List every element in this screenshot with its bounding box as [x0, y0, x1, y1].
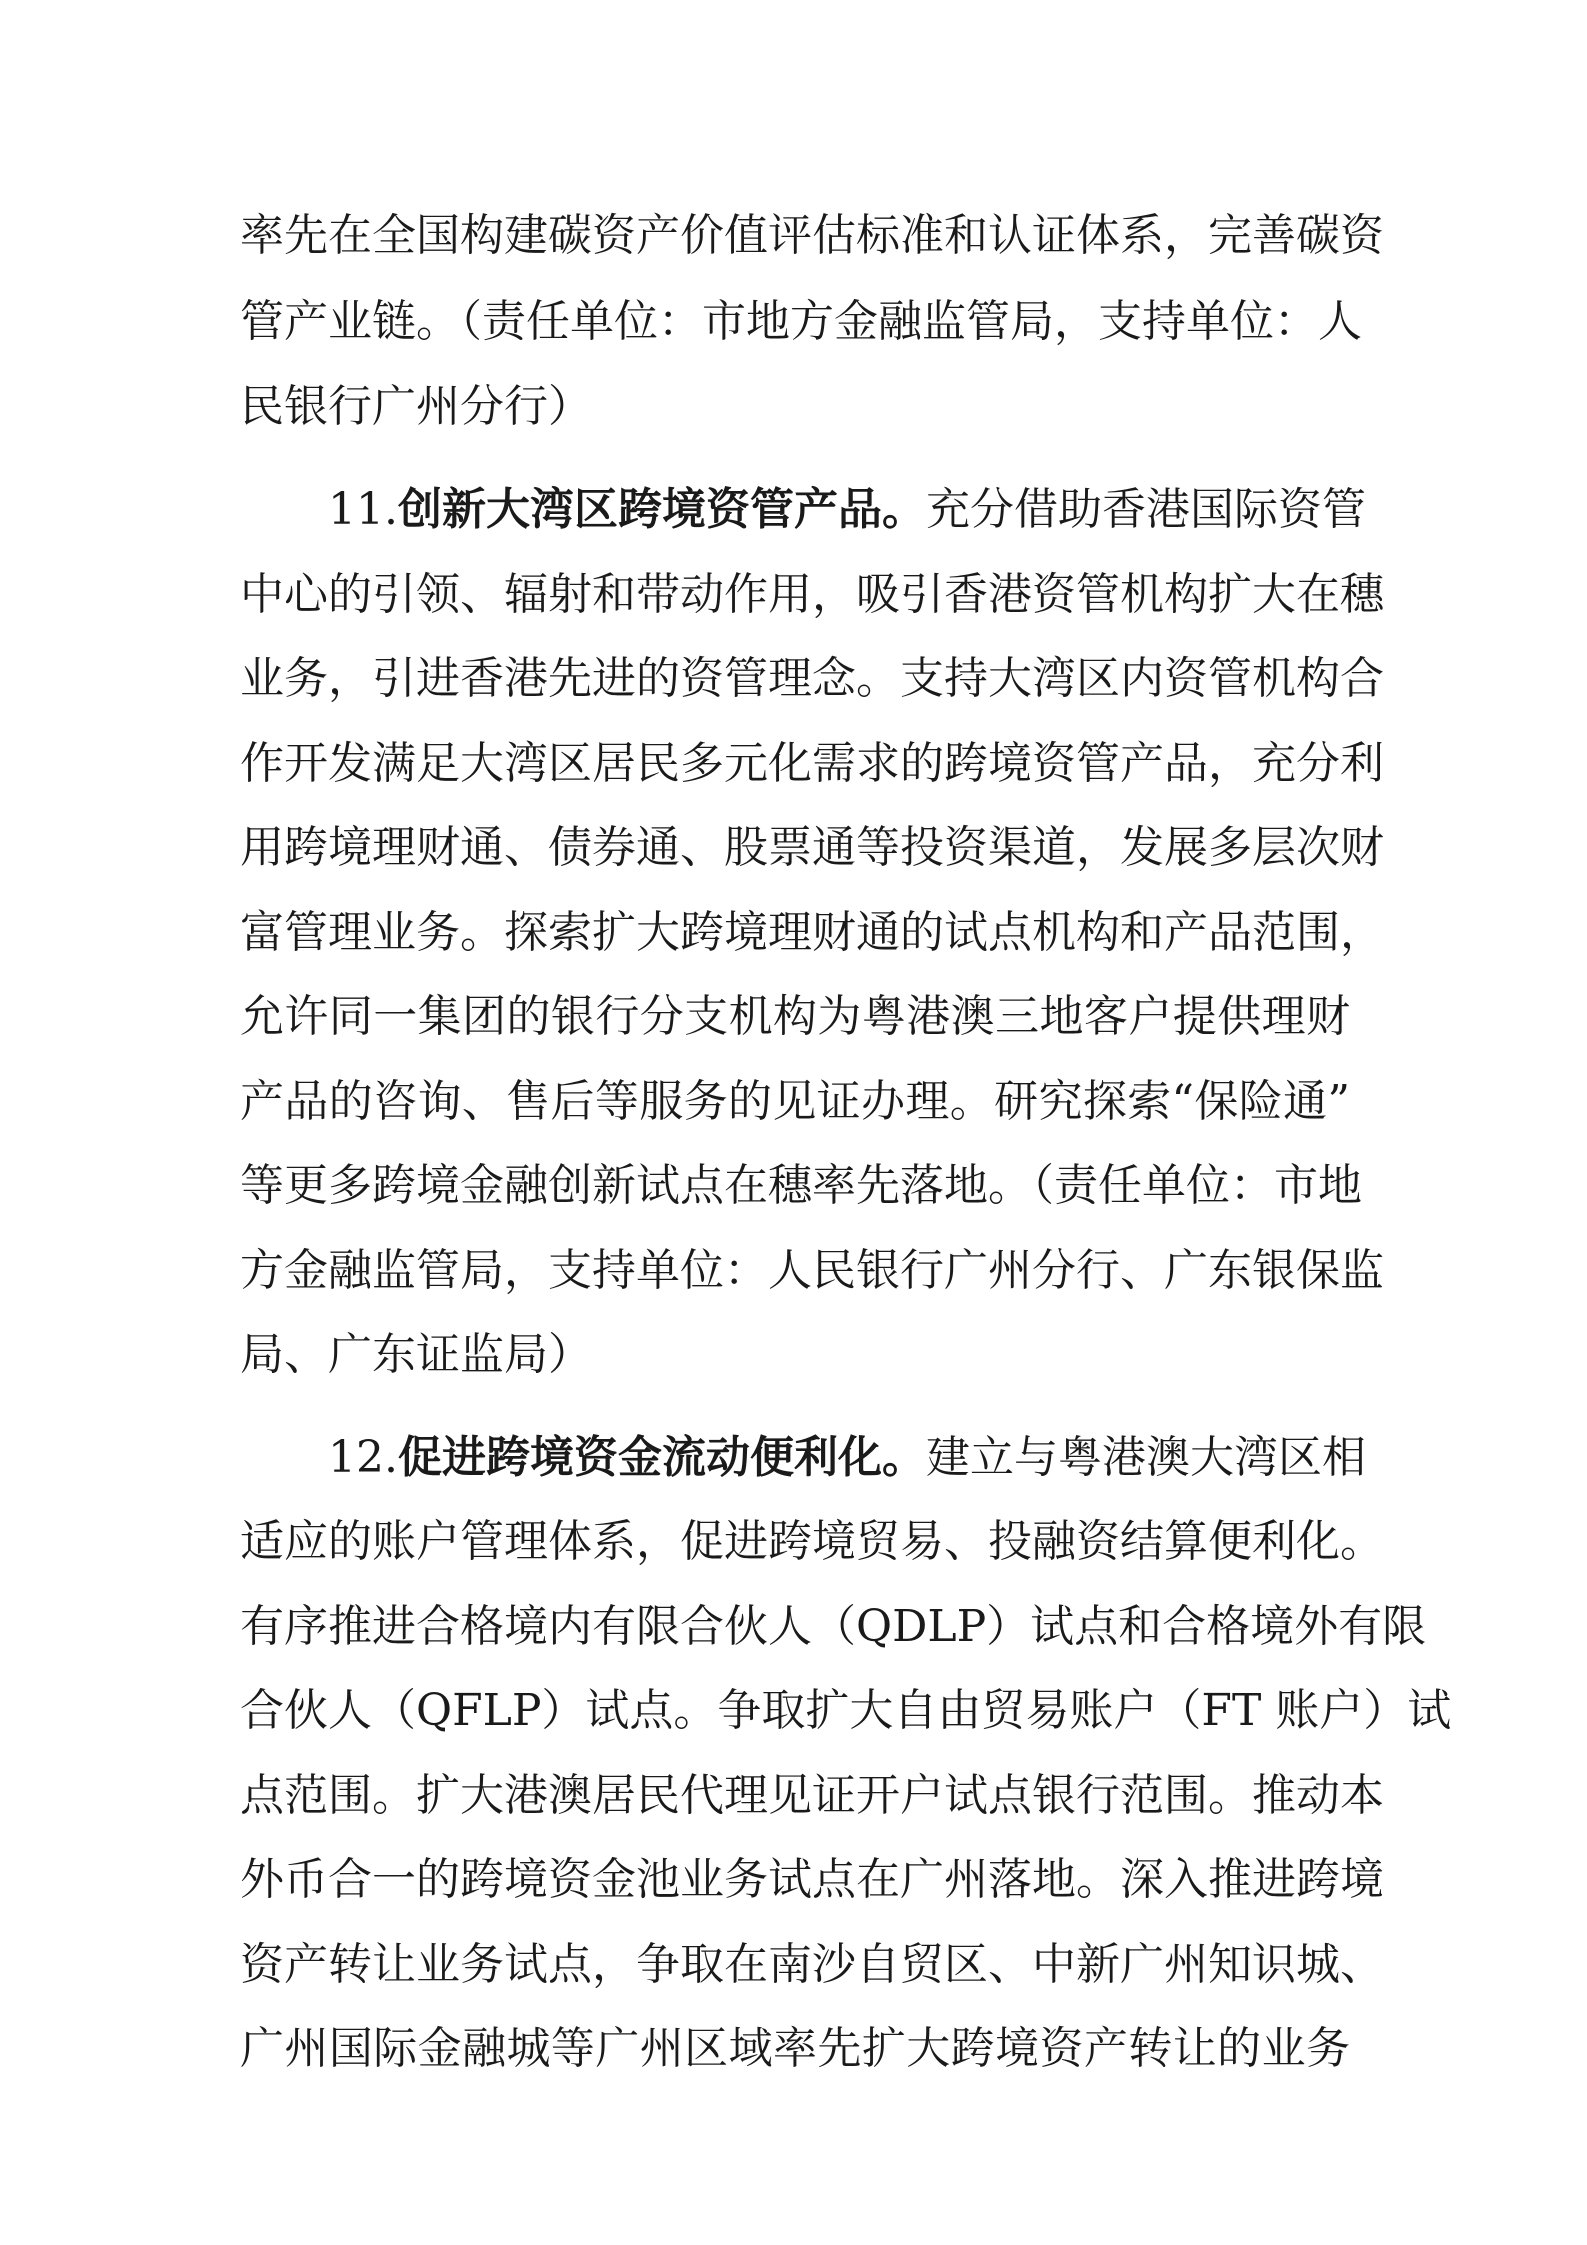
text-line: 业务，引进香港先进的资管理念。支持大湾区内资管机构合 [240, 653, 1384, 704]
item-12-heading-line [328, 1428, 1366, 1488]
text-line: 作开发满足大湾区居民多元化需求的跨境资管产品，充分利 [240, 738, 1384, 789]
text-line: 有序推进合格境内有限合伙人（QDLP）试点和合格境外有限 [240, 1601, 1427, 1652]
item-11-first-line-text: 充分借助香港国际资管 [925, 484, 1366, 535]
item-11-title: 创新大湾区跨境资管产品。 [397, 484, 926, 535]
item-12-title: 促进跨境资金流动便利化。 [397, 1432, 926, 1483]
text-line: 用跨境理财通、债券通、股票通等投资渠道，发展多层次财 [240, 822, 1384, 873]
text-line: 中心的引领、辐射和带动作用，吸引香港资管机构扩大在穗 [240, 569, 1384, 620]
item-12-first-line-text: 建立与粤港澳大湾区相 [925, 1432, 1366, 1483]
text-line: 点范围。扩大港澳居民代理见证开户试点银行范围。推动本 [240, 1770, 1384, 1821]
text-line: 合伙人（QFLP）试点。争取扩大自由贸易账户（FT 账户）试 [240, 1685, 1452, 1736]
text-line: 适应的账户管理体系，促进跨境贸易、投融资结算便利化。 [240, 1516, 1384, 1567]
text-line: 外币合一的跨境资金池业务试点在广州落地。深入推进跨境 [240, 1854, 1384, 1905]
document-page [240, 0, 1452, 2245]
text-line: 民银行广州分行） [240, 381, 592, 432]
text-line: 产品的咨询、售后等服务的见证办理。研究探索“保险通” [240, 1076, 1350, 1127]
text-line: 富管理业务。探索扩大跨境理财通的试点机构和产品范围， [240, 907, 1384, 958]
text-line: 管产业链。（责任单位：市地方金融监管局，支持单位：人 [240, 296, 1362, 347]
item-11-heading-line [328, 480, 1366, 540]
item-12-number: 12. [328, 1432, 398, 1483]
text-line: 局、广东证监局） [240, 1329, 592, 1380]
item-11-number: 11. [328, 484, 398, 535]
text-line: 等更多跨境金融创新试点在穗率先落地。（责任单位：市地 [240, 1160, 1362, 1211]
text-line: 广州国际金融城等广州区域率先扩大跨境资产转让的业务 [240, 2023, 1350, 2074]
text-line: 方金融监管局，支持单位：人民银行广州分行、广东银保监 [240, 1245, 1384, 1296]
text-line: 允许同一集团的银行分支机构为粤港澳三地客户提供理财 [240, 991, 1350, 1042]
text-line: 资产转让业务试点，争取在南沙自贸区、中新广州知识城、 [240, 1939, 1384, 1990]
text-line: 率先在全国构建碳资产价值评估标准和认证体系，完善碳资 [240, 210, 1384, 261]
